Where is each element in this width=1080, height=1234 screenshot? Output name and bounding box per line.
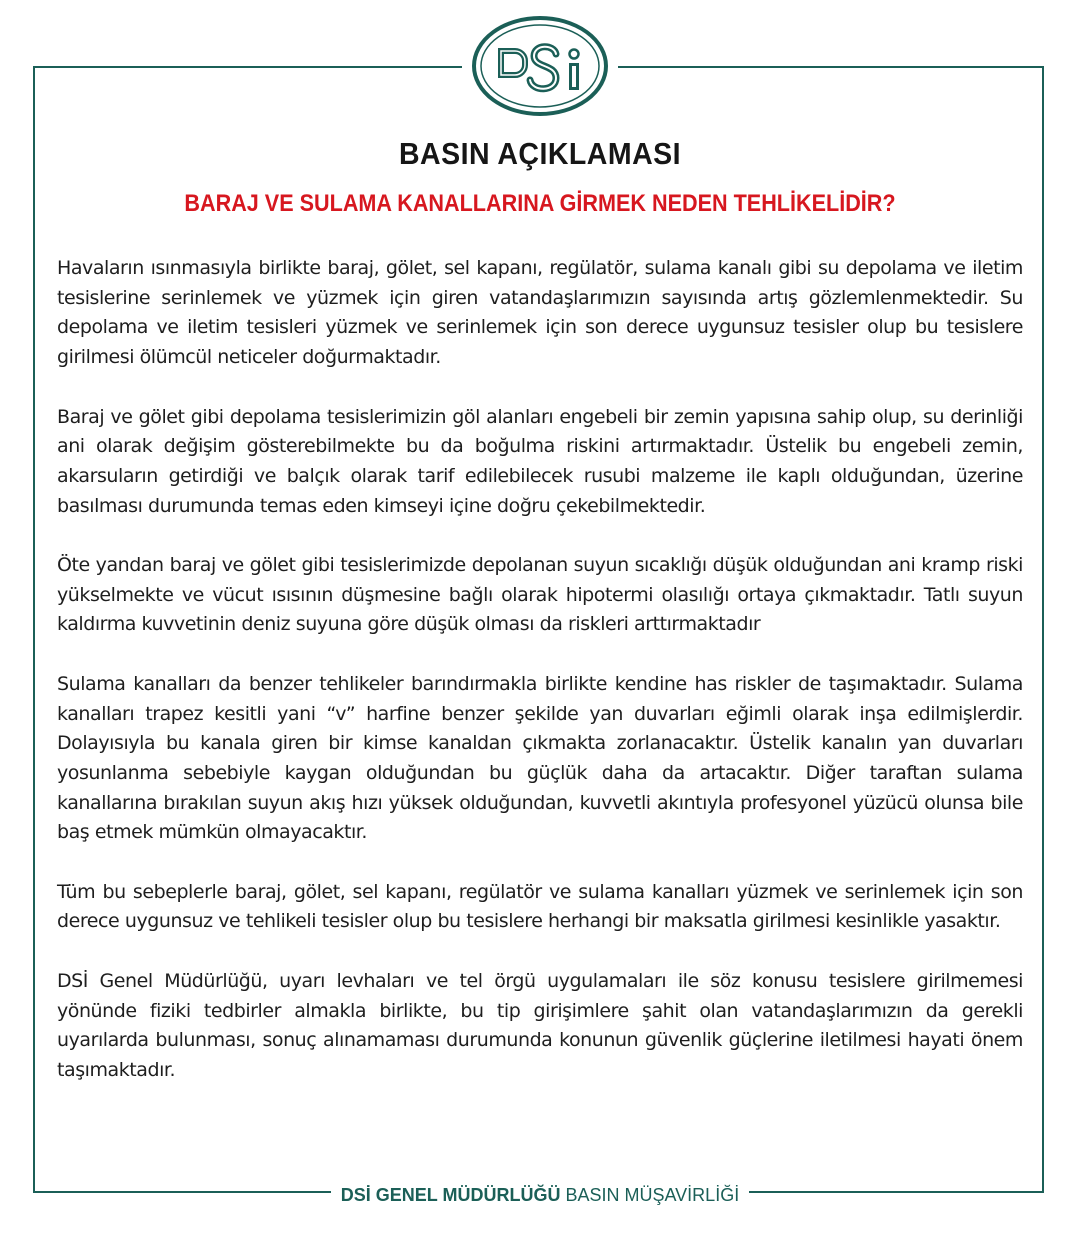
paragraph: Öte yandan baraj ve gölet gibi tesislerimizde depolanan suyun sıcaklığı düşük olduğundan ani kramp riski yükselmekte ve vücut ısısının düşmesine bağlı olarak hipotermi olasılığı ortaya çıkmaktadır. Tatlı suyun kaldırma kuvvetinin deniz suyuna göre düşük olması da riskleri arttırmaktadır [57, 554, 1023, 636]
footer-department: BASIN MÜŞAVİRLİĞİ [565, 1185, 740, 1205]
dsi-logo-icon [470, 14, 610, 118]
paragraph: Havaların ısınmasıyla birlikte baraj, gölet, sel kapanı, regülatör, sulama kanalı gibi su depolama ve iletim tesislerine serinlemek ve yüzmek için giren vatandaşlarımızın sayısında artış gözlemlenmektedir. Su depolama ve iletim tesisleri yüzmek ve serinlemek için son derece uygunsuz tesisler olup bu tesislere girilmesi ölümcül neticeler doğurmaktadır. [57, 257, 1023, 369]
paragraph: Tüm bu sebeplerle baraj, gölet, sel kapanı, regülatör ve sulama kanalları yüzmek ve serinlemek için son derece uygunsuz ve tehlikeli tesisler olup bu tesislere herhangi bir maksatla girilmesi kesinlikle yasaktır. [57, 880, 1023, 933]
page-subtitle: BARAJ VE SULAMA KANALLARINA GİRMEK NEDEN TEHLİKELİDİR? [184, 190, 896, 217]
footer-signature [0, 1180, 1080, 1210]
logo [462, 14, 618, 118]
footer-label [331, 1180, 749, 1210]
paragraph: Sulama kanalları da benzer tehlikeler barındırmakla birlikte kendine has riskler de taşımaktadır. Sulama kanalları trapez kesitli yani “v” harfine benzer şekilde yan duvarları eğimli olarak inşa edilmişlerdir. Dolayısıyla bu kanala giren bir kimse kanaldan çıkmakta zorlanacaktır. Üstelik kanalın yan duvarları yosunlanma sebebiyle kaygan olduğundan bu güçlük daha da artacaktır. Diğer taraftan sulama kanallarına bırakılan suyun akış hızı yüksek olduğundan, kuvvetli akıntıyla profesyonel yüzücü olunsa bile baş etmek mümkün olmayacaktır. [57, 672, 1023, 844]
paragraph: DSİ Genel Müdürlüğü, uyarı levhaları ve tel örgü uygulamaları ile söz konusu tesislere girilmemesi yönünde fiziki tedbirler almakla birlikte, bu tip girişimlere şahit olan vatandaşlarımızın da gerekli uyarılarda bulunması, sonuç alınamaması durumunda konunun güvenlik güçlerine iletilmesi hayati önem taşımaktadır. [57, 969, 1023, 1081]
page-title: BASIN AÇIKLAMASI [398, 136, 681, 171]
press-release-body [57, 254, 1023, 1115]
paragraph: Baraj ve gölet gibi depolama tesislerimizin göl alanları engebeli bir zemin yapısına sahip olup, su derinliği ani olarak değişim gösterebilmekte bu da boğulma riskini artırmaktadır. Üstelik bu engebeli zemin, akarsuların getirdiği ve balçık olarak tarif edilebilecek rusubi malzeme ile kaplı olduğundan, üzerine basılması durumunda temas eden kimseyi içine doğru çekebilmektedir. [57, 405, 1023, 517]
footer-organization: DSİ GENEL MÜDÜRLÜĞÜ [340, 1185, 561, 1205]
